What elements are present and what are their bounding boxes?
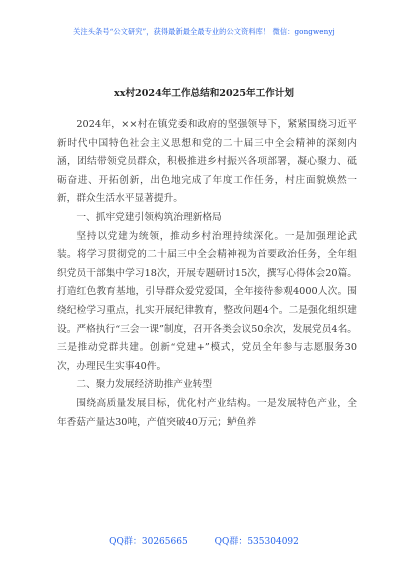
section-1-heading: 一、抓牢党建引领构筑治理新格局 <box>76 211 222 223</box>
intro-paragraph: 2024年，××村在镇党委和政府的坚强领导下，紧紧围绕习近平新时代中国特色社会主义思想和党的二十届三中全会精神的深刻内涵，团结带领党员群众，积极推进乡村振兴各项部署，凝心聚力、砥砺奋进、开拓创新，出色地完成了年度工作任务，村庄面貌焕然一新，群众生活水平显著提升。 <box>57 119 357 205</box>
document-body <box>57 116 357 432</box>
footer-qq-group-1: QQ群：30265665 <box>109 537 188 547</box>
footer-qq-group-2: QQ群：535304092 <box>214 537 299 547</box>
document-title: xx村2024年工作总结和2025年工作计划 <box>114 88 294 99</box>
section-2-heading: 二、聚力发展经济助推产业转型 <box>76 379 213 391</box>
footer-contact <box>0 534 408 547</box>
promo-banner: 关注头条号“公文研究”，获得最新最全最专业的公文资料库！ 微信：gongwenyj <box>73 27 335 36</box>
section-2-paragraph: 围绕高质量发展目标，优化村产业结构。一是发展特色产业，全年香菇产量达30吨，产值突破40万元；鲈鱼养 <box>57 397 357 428</box>
section-1-paragraph: 坚持以党建为统领，推动乡村治理持续深化。一是加强理论武装。将学习贯彻党的二十届三中全会精神视为首要政治任务，全年组织党员干部集中学习18次，开展专题研讨15次，撰写心得体会20篇。打造红色教育基地，引导群众爱党爱国，全年接待参观4000人次。围绕纪检学习重点，扎实开展纪律教育，整改问题4个。二是强化组织建设。严格执行“三会一课”制度，召开各类会议50余次，发展党员4名。三是推动党群共建。创新“党建+”模式，党员全年参与志愿服务30次，办理民生实事40件。 <box>57 230 357 372</box>
